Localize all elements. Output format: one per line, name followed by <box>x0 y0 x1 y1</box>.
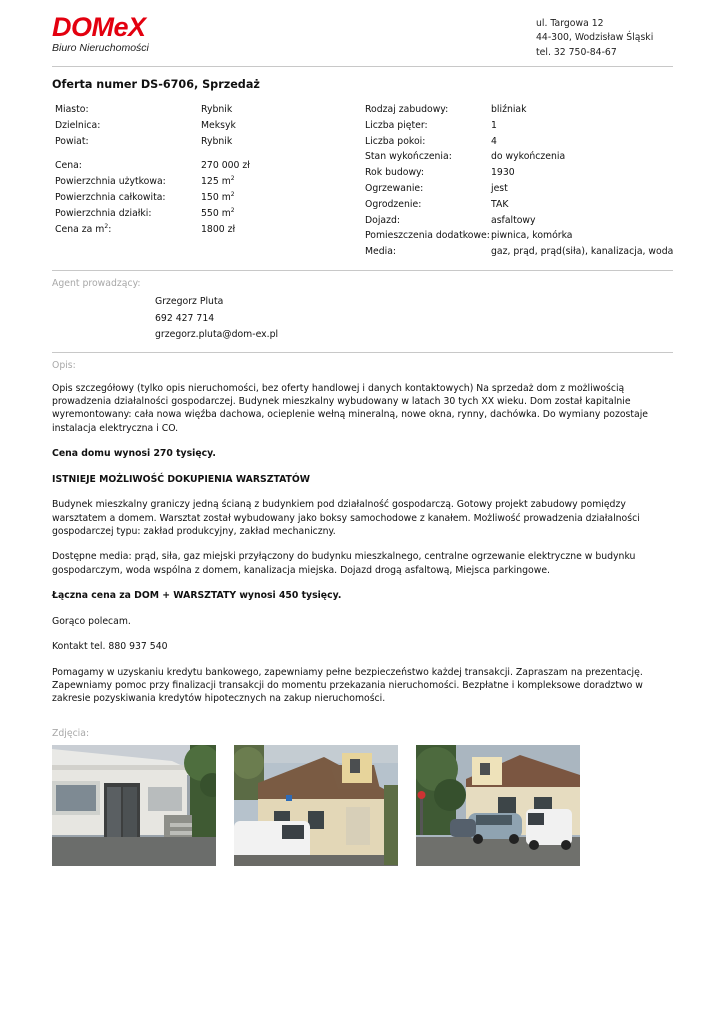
superscript-2: 2 <box>230 175 235 183</box>
detail-value: 1 <box>491 119 497 131</box>
description-total-price: Łączna cena za DOM + WARSZTATY wynosi 450 tysięcy. <box>52 590 342 602</box>
company-address <box>536 17 653 60</box>
detail-label: Stan wykończenia: <box>365 151 452 163</box>
detail-value: gaz, prąd, prąd(siła), kanalizacja, woda <box>491 246 674 258</box>
photo-house-front[interactable] <box>234 745 398 866</box>
superscript-2: 2 <box>230 206 235 214</box>
detail-label: Liczba pokoi: <box>365 135 426 147</box>
detail-value: 1800 zł <box>201 223 236 235</box>
detail-label: Ogrodzenie: <box>365 198 422 210</box>
detail-value: 4 <box>491 135 497 147</box>
header-divider <box>52 66 673 67</box>
description-section-label: Opis: <box>52 360 76 371</box>
detail-label: Cena: <box>55 160 82 172</box>
superscript-2: 2 <box>104 222 109 230</box>
offer-title: Oferta numer DS-6706, Sprzedaż <box>52 78 260 91</box>
company-logo[interactable] <box>52 14 149 54</box>
detail-value: 1930 <box>491 167 515 179</box>
detail-value: 150 $m^2$ <box>201 190 235 203</box>
detail-value: jest <box>491 182 508 194</box>
description-paragraph: Dostępne media: prąd, siła, gaz miejski przyłączony do budynku mieszkalnego, centralne ogrzewanie elektryczne w budynku gospodarczym, woda wspólna z domem, kanalizacja miejska. Dojazd drogą asfaltową, Miejsca parkingowe. <box>52 551 636 576</box>
detail-label: Dzielnica: <box>55 119 101 131</box>
detail-label: Liczba pięter: <box>365 119 428 131</box>
description-paragraph: Gorąco polecam. <box>52 615 131 627</box>
description-heading: ISTNIEJE MOŻLIWOŚĆ DOKUPIENIA WARSZTATÓW <box>52 473 311 485</box>
detail-label: Ogrzewanie: <box>365 182 424 194</box>
description-body <box>52 382 677 718</box>
detail-value: piwnica, komórka <box>491 230 573 242</box>
description-paragraph: Budynek mieszkalny graniczy jedną ścianą z budynkiem pod działalność gospodarczą. Gotowy projekt zabudowy pomiędzy warsztatem a domem. Warsztat został wybudowany jako boksy samochodowe z kanałem. Możliwość prowadzenia działalności gospodarczej typu: zakład produkcyjny, zakład mechaniczny. <box>52 499 640 537</box>
description-paragraph: Opis szczegółowy (tylko opis nieruchomości, bez oferty handlowej i danych kontaktowych) Na sprzedaż dom z możliwością prowadzenia działalności gospodarczej. Budynek mieszkalny wybudowany w latach 30 tych XX wieku. Dom został kapitalnie wyremontowany: cała nowa więźba dachowa, ocieplenie wełną mineralną, nowe okna, rynny, dachówka. Do wymiany pozostaje instalacja elektryczna i CO. <box>52 383 649 434</box>
detail-label: Dojazd: <box>365 214 401 226</box>
detail-value: TAK <box>491 198 509 210</box>
superscript-2: 2 <box>230 190 235 198</box>
address-city: 44-300, Wodzisław Śląski <box>536 32 654 44</box>
detail-value: Rybnik <box>201 135 233 147</box>
detail-label: Powierzchnia działki: <box>55 207 152 219</box>
detail-value: 125 $m^2$ <box>201 175 235 188</box>
detail-label: Powierzchnia całkowita: <box>55 191 166 203</box>
agent-phone[interactable]: 692 427 714 <box>155 312 215 324</box>
detail-label: Rodzaj zabudowy: <box>365 104 449 115</box>
detail-value: 270 000 zł <box>201 160 250 172</box>
photo-house-parking[interactable] <box>416 745 580 866</box>
description-paragraph: Pomagamy w uzyskaniu kredytu bankowego, zapewniamy pełne bezpieczeństwo każdej transakcji. Zapraszam na prezentację. Zapewniamy pomoc przy finalizacji transakcji do momentu przekazania nieruchomości. Bezpłatne i kompleksowe doradztwo w zakresie pozyskiwania kredytów hipotecznych na zakup nieruchomości. <box>52 666 643 705</box>
agent-divider <box>52 352 673 353</box>
details-divider <box>52 270 673 271</box>
address-street: ul. Targowa 12 <box>536 18 604 29</box>
detail-value: asfaltowy <box>491 214 536 226</box>
detail-label: Pomieszczenia dodatkowe: <box>365 230 490 242</box>
detail-value: bliźniak <box>491 104 527 115</box>
detail-label: Cena za $m^2$: <box>55 222 112 235</box>
logo-subtitle: Biuro Nieruchomości <box>52 42 149 54</box>
detail-label: Rok budowy: <box>365 167 425 179</box>
detail-label: Miasto: <box>55 104 89 115</box>
description-contact: Kontakt tel. 880 937 540 <box>52 641 168 653</box>
detail-label: Powiat: <box>55 135 89 147</box>
description-price-note: Cena domu wynosi 270 tysięcy. <box>52 448 216 460</box>
detail-value: 550 $m^2$ <box>201 206 235 219</box>
agent-name: Grzegorz Pluta <box>155 296 224 307</box>
detail-label: Powierzchnia użytkowa: <box>55 176 166 188</box>
detail-label: Media: <box>365 246 397 258</box>
agent-section-label: Agent prowadzący: <box>52 278 141 289</box>
detail-value: Meksyk <box>201 119 236 131</box>
photos-section-label: Zdjęcia: <box>52 728 90 739</box>
detail-value: do wykończenia <box>491 151 566 163</box>
address-phone: tel. 32 750-84-67 <box>536 46 617 58</box>
logo-wordmark: DOMeX <box>52 12 146 42</box>
detail-value: Rybnik <box>201 104 233 115</box>
agent-email-link[interactable]: grzegorz.pluta@dom-ex.pl <box>155 329 279 340</box>
photo-workshop[interactable] <box>52 745 216 866</box>
